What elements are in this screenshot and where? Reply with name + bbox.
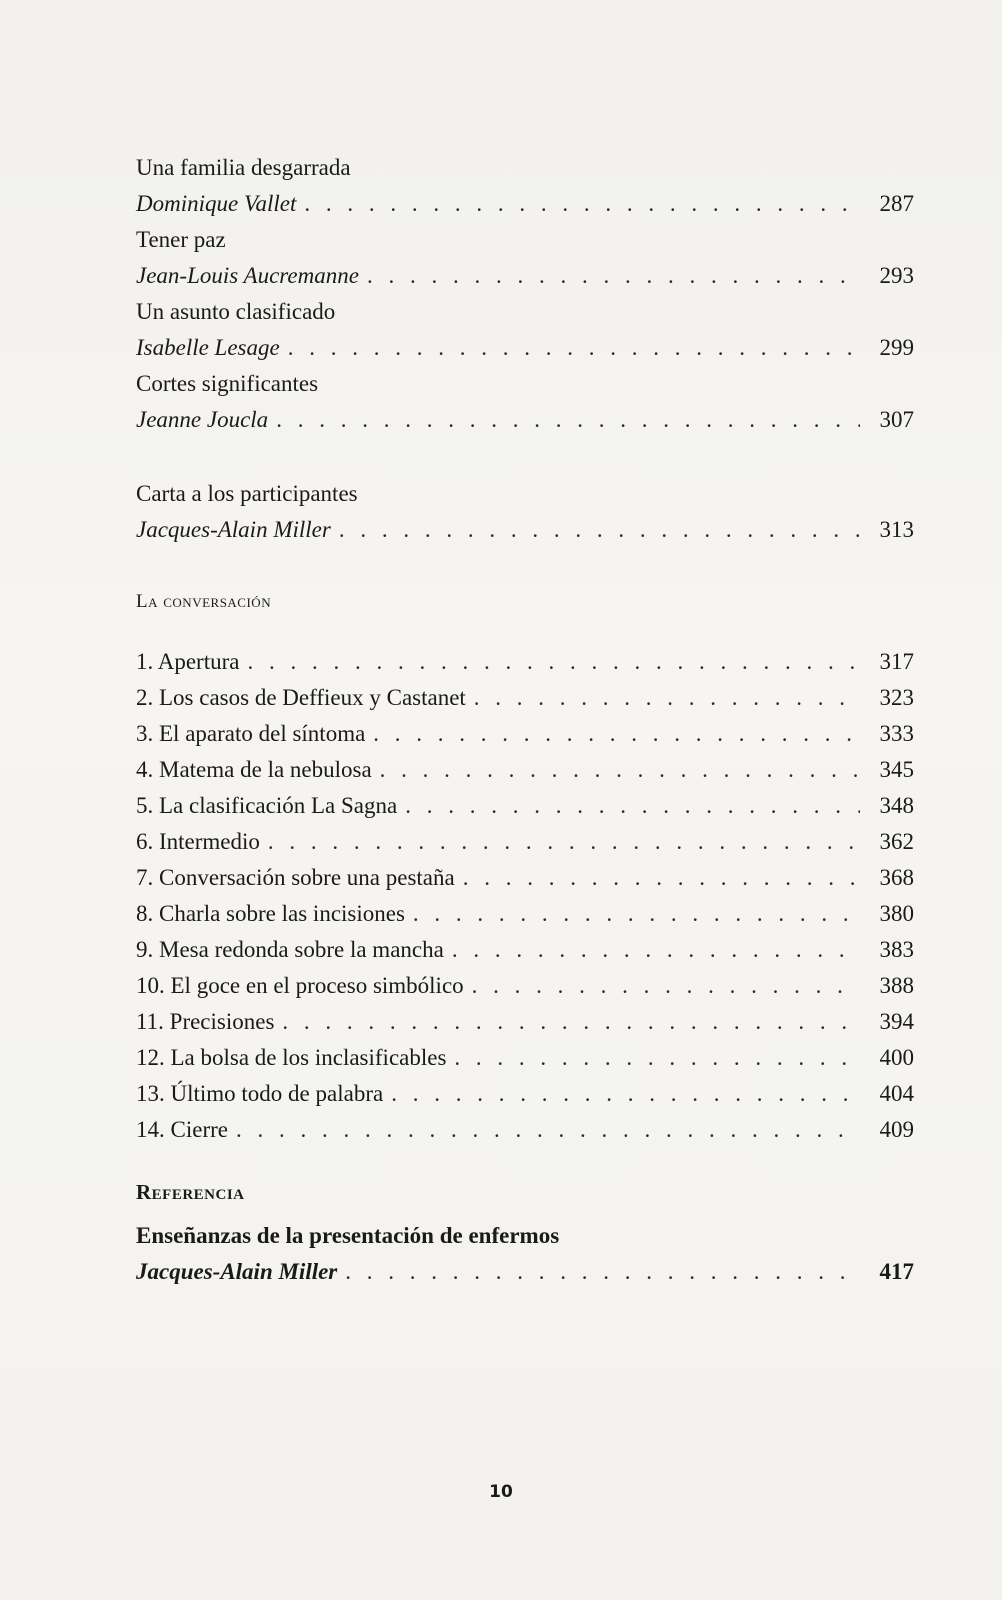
page-number: 362 <box>879 829 914 854</box>
page-number: 299 <box>879 335 914 360</box>
page-number: 400 <box>879 1045 914 1070</box>
page-number: 293 <box>879 263 914 288</box>
page-number: 409 <box>879 1117 914 1142</box>
spacer <box>136 1148 914 1172</box>
leader-dots <box>288 330 860 366</box>
leader-dots <box>463 860 860 896</box>
entry-author: Jacques-Alain Miller <box>136 1259 338 1284</box>
toc-item <box>136 1076 914 1112</box>
toc-item <box>136 860 914 896</box>
page-number: 307 <box>879 407 914 432</box>
toc-item-label: 4. Matema de la nebulosa <box>136 757 372 782</box>
entry-author: Jeanne Joucla <box>136 407 269 432</box>
leader-dots <box>276 402 860 438</box>
toc-item-label: 8. Charla sobre las incisiones <box>136 901 405 926</box>
page-number: 388 <box>879 973 914 998</box>
section-heading-conversation: La conversación <box>136 591 272 612</box>
toc-item <box>136 752 914 788</box>
page-number: 380 <box>879 901 914 926</box>
spacer <box>136 622 914 644</box>
spacer <box>136 548 914 582</box>
toc-item <box>136 716 914 752</box>
leader-dots <box>247 644 860 680</box>
leader-dots <box>472 968 860 1004</box>
toc-item-label: 12. La bolsa de los inclasificables <box>136 1045 447 1070</box>
leader-dots <box>236 1112 860 1148</box>
toc-item <box>136 1004 914 1040</box>
entry-author: Jean-Louis Aucremanne <box>136 263 359 288</box>
leader-dots <box>282 1004 860 1040</box>
leader-dots <box>339 512 860 548</box>
page-number: 345 <box>879 757 914 782</box>
table-of-contents <box>136 150 914 1290</box>
leader-dots <box>304 186 860 222</box>
conversation-list <box>136 644 914 1148</box>
entry-title: Cortes significantes <box>136 371 319 396</box>
entry-title: Enseñanzas de la presentación de enfermos <box>136 1223 560 1248</box>
page-number: 383 <box>879 937 914 962</box>
leader-dots <box>345 1254 860 1290</box>
toc-item <box>136 644 914 680</box>
page-number: 333 <box>879 721 914 746</box>
entry-title: Una familia desgarrada <box>136 155 351 180</box>
toc-item <box>136 1040 914 1076</box>
toc-item-label: 6. Intermedio <box>136 829 260 854</box>
entry-title: Carta a los participantes <box>136 481 358 506</box>
page-number: 348 <box>879 793 914 818</box>
page-number: 317 <box>879 649 914 674</box>
entry-author: Isabelle Lesage <box>136 335 280 360</box>
entry-author-line <box>136 330 914 366</box>
entry-author: Dominique Vallet <box>136 191 297 216</box>
leader-dots <box>452 932 860 968</box>
leader-dots <box>391 1076 860 1112</box>
entry-author-line <box>136 512 914 548</box>
leader-dots <box>454 1040 860 1076</box>
toc-item-label: 2. Los casos de Deffieux y Castanet <box>136 685 466 710</box>
toc-item <box>136 824 914 860</box>
toc-item <box>136 788 914 824</box>
page-number: 404 <box>879 1081 914 1106</box>
leader-dots <box>474 680 860 716</box>
leader-dots <box>413 896 860 932</box>
entry-author-line <box>136 186 914 222</box>
leader-dots <box>373 716 860 752</box>
leader-dots <box>405 788 860 824</box>
toc-item-label: 5. La clasificación La Sagna <box>136 793 398 818</box>
entry-author-line <box>136 258 914 294</box>
entry-author-line <box>136 402 914 438</box>
toc-item-label: 14. Cierre <box>136 1117 228 1142</box>
toc-item <box>136 680 914 716</box>
leader-dots <box>268 824 860 860</box>
spacer <box>136 438 914 476</box>
page-number: 417 <box>879 1259 914 1284</box>
toc-item-label: 3. El aparato del síntoma <box>136 721 366 746</box>
page-number: 323 <box>879 685 914 710</box>
toc-item-label: 9. Mesa redonda sobre la mancha <box>136 937 444 962</box>
toc-item-label: 10. El goce en el proceso simbólico <box>136 973 464 998</box>
entry-author-line <box>136 1254 914 1290</box>
toc-item-label: 13. Último todo de palabra <box>136 1081 384 1106</box>
toc-item <box>136 968 914 1004</box>
toc-item <box>136 932 914 968</box>
entry-title: Un asunto clasificado <box>136 299 336 324</box>
toc-item-label: 1. Apertura <box>136 649 240 674</box>
page-number: 394 <box>879 1009 914 1034</box>
section-heading-reference: Referencia <box>136 1180 245 1204</box>
entry-author: Jacques-Alain Miller <box>136 517 331 542</box>
page-number: 287 <box>879 191 914 216</box>
page-number: 368 <box>879 865 914 890</box>
page-number: 313 <box>879 517 914 542</box>
toc-item-label: 11. Precisiones <box>136 1009 275 1034</box>
toc-item <box>136 896 914 932</box>
leader-dots <box>367 258 860 294</box>
toc-item <box>136 1112 914 1148</box>
toc-item-label: 7. Conversación sobre una pestaña <box>136 865 455 890</box>
leader-dots <box>380 752 860 788</box>
footer-page-number: 10 <box>489 1482 513 1502</box>
entry-title: Tener paz <box>136 227 226 252</box>
